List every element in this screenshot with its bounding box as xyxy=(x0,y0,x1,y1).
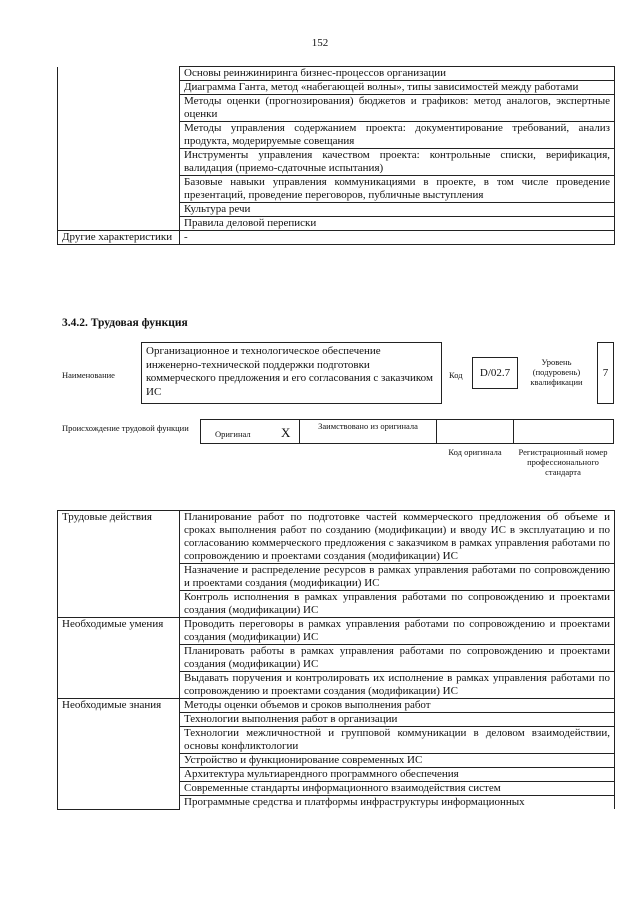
knowledge-item: Диаграмма Ганта, метод «набегающей волны», типы зависимостей между работами xyxy=(180,81,615,95)
original-label: Оригинал xyxy=(215,429,251,439)
name-label: Наименование xyxy=(62,370,115,380)
other-characteristics-value: - xyxy=(180,231,615,245)
page-number: 152 xyxy=(311,37,329,49)
borrowed-label: Заимствовано из оригинала xyxy=(318,421,418,431)
knowledge-item: Методы управления содержанием проекта: документирование требований, анализ продукта, модерируемые совещания xyxy=(180,122,615,149)
section-heading: 3.4.2. Трудовая функция xyxy=(62,317,188,329)
required-knowledge-label: Необходимые знания xyxy=(58,699,180,810)
table-row xyxy=(58,231,615,245)
knowledge-item: Базовые навыки управления коммуникациями в проекте, в том числе проведение презентаций, проведение переговоров, публичные выступления xyxy=(180,176,615,203)
knowledge-item: Правила деловой переписки xyxy=(180,217,615,231)
knowledge-item: Технологии выполнения работ в организации xyxy=(180,713,615,727)
labor-action-item: Назначение и распределение ресурсов в рамках управления работами по сопровождению и проектами создания (модификации) ИС xyxy=(180,564,615,591)
labor-action-item: Планирование работ по подготовке частей коммерческого предложения об объеме и сроках выполнения работ по созданию (модификации) и вводу ИС в эксплуатацию и по согласованию коммерческого предложения с заказчиком в рамках управления работами по сопровождению и проектами создания (модификации) ИС xyxy=(180,511,615,564)
skill-item: Проводить переговоры в рамках управления работами по сопровождению и проектами создания (модификации) ИС xyxy=(180,618,615,645)
labor-actions-label: Трудовые действия xyxy=(58,511,180,618)
knowledge-item: Программные средства и платформы инфраструктуры информационных xyxy=(180,796,615,810)
qualification-level-label: Уровень (подуровень) квалификации xyxy=(530,357,583,387)
knowledge-item: Методы оценки объемов и сроков выполнения работ xyxy=(180,699,615,713)
table-row xyxy=(58,67,615,81)
knowledge-item: Методы оценки (прогнозирования) бюджетов и графиков: метод аналогов, экспертные оценки xyxy=(180,95,615,122)
original-mark: X xyxy=(281,425,291,440)
skill-item: Выдавать поручения и контролировать их исполнение в рамках управления работами по сопровождению и проектами создания (модификации) ИС xyxy=(180,672,615,699)
knowledge-item: Современные стандарты информационного взаимодействия систем xyxy=(180,782,615,796)
table-row xyxy=(58,699,615,713)
knowledge-item: Инструменты управления качеством проекта: контрольные списки, верификация, валидация (приемо-сдаточные испытания) xyxy=(180,149,615,176)
required-skills-label: Необходимые умения xyxy=(58,618,180,699)
other-characteristics-label: Другие характеристики xyxy=(58,231,180,245)
table-row xyxy=(58,618,615,645)
origin-label: Происхождение трудовой функции xyxy=(62,423,189,433)
function-name-value: Организационное и технологическое обеспечение инженерно-технической поддержки подготовки коммерческого предложения и его согласования с заказчиком ИС xyxy=(141,342,442,404)
table-row xyxy=(58,511,615,564)
skill-item: Планировать работы в рамках управления работами по сопровождению и проектами создания (модификации) ИС xyxy=(180,645,615,672)
qualification-level-value: 7 xyxy=(597,342,614,404)
function-code-value: D/02.7 xyxy=(472,357,518,389)
knowledge-item: Основы реинжиниринга бизнес-процессов организации xyxy=(180,67,615,81)
knowledge-item: Устройство и функционирование современных ИС xyxy=(180,754,615,768)
knowledge-item: Технологии межличностной и групповой коммуникации в деловом взаимодействии, основы конфликтологии xyxy=(180,727,615,754)
original-code-caption: Код оригинала xyxy=(448,447,502,457)
registration-number-caption: Регистрационный номер профессионального стандарта xyxy=(518,447,608,477)
knowledge-item: Культура речи xyxy=(180,203,615,217)
labor-action-item: Контроль исполнения в рамках управления работами по сопровождению и проектами создания (модификации) ИС xyxy=(180,591,615,618)
knowledge-item: Архитектура мультиарендного программного обеспечения xyxy=(180,768,615,782)
knowledge-table-continued xyxy=(57,66,615,245)
labor-function-table xyxy=(57,510,615,810)
code-label: Код xyxy=(449,370,463,380)
